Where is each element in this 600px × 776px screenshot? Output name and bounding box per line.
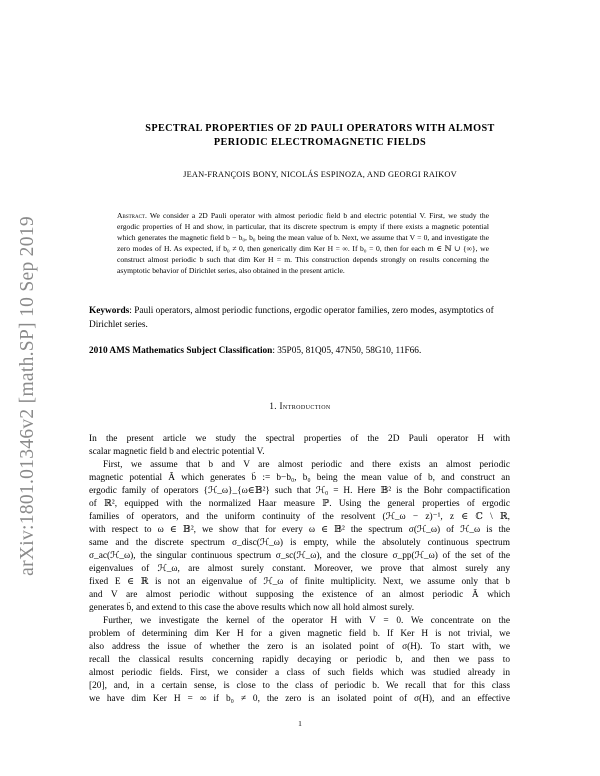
body-line: ergodic family of operators {ℋ_ω}_{ω∈𝔹²} such that ℋ₀ = H. Here 𝔹² is the Bohr compactification xyxy=(89,486,510,496)
body-line: problem of determining dim Ker H for a given magnetic field b. If Ker H is not trivial, we xyxy=(89,629,510,639)
paper-title-line-1: SPECTRAL PROPERTIES OF 2D PAULI OPERATORS WITH ALMOST xyxy=(145,123,495,134)
body-line: recall the classical results concerning rapidly decaying or periodic b, and then we pass to xyxy=(89,655,510,665)
body-line: generates b̃, and extend to this case the above results which now all hold almost surely. xyxy=(89,603,415,613)
abstract-label: Abstract. xyxy=(117,211,147,220)
body-line: we have dim Ker H = ∞ if b₀ ≠ 0, the zero is an isolated point of σ(H), and an effective xyxy=(89,694,510,704)
msc-classification xyxy=(89,344,511,358)
keywords-label: Keywords xyxy=(89,306,130,316)
body-line: [20], and, in a certain sense, is close to the class of periodic b. We recall that for this class xyxy=(89,681,510,691)
body-line: families of operators, and the uniform continuity of the resolvent (ℋ_ω − z)⁻¹, z ∈ ℂ \ ℝ, xyxy=(89,512,510,522)
msc-label: 2010 AMS Mathematics Subject Classification xyxy=(89,346,273,356)
msc-text: : 35P05, 81Q05, 47N50, 58G10, 11F66. xyxy=(272,346,422,356)
keywords-text: : Pauli operators, almost periodic functions, ergodic operator families, zero modes, asymptotics of Dirichlet series. xyxy=(89,306,494,331)
body-line: same and the discrete spectrum σ_disc(ℋ_ω) is empty, while the absolutely continuous spectrum xyxy=(89,538,510,548)
body-line: In the present article we study the spectral properties of the 2D Pauli operator H with xyxy=(89,434,510,444)
body-line: also address the issue of whether the zero is an isolated point of σ(H). To start with, we xyxy=(89,642,510,652)
body-line: eigenvalues of ℋ_ω, are almost surely constant. Moreover, we prove that almost surely any xyxy=(89,564,510,574)
paper-title-line-2: PERIODIC ELECTROMAGNETIC FIELDS xyxy=(213,137,427,148)
abstract-text: We consider a 2D Pauli operator with almost periodic field b and electric potential V. First, we study the ergodic properties of H and show, in particular, that its discrete spectrum is empty if there exists a magnetic potential which generates the magnetic field b − b₀, b₀ being the mean value of b. Next, we assume that V = 0, and investigate the zero modes of H. As expected, if b₀ ≠ 0, then generically dim Ker H = ∞. If b₀ = 0, then for each m ∈ ℕ ∪ {∞}, we construct almost periodic b such that dim Ker H = m. This construction depends strongly on results concerning the asymptotic behavior of Dirichlet series, also obtained in the present article. xyxy=(117,211,489,275)
body-line: fixed E ∈ ℝ is not an eigenvalue of ℋ_ω of finite multiplicity. Next, we assume only that b xyxy=(89,577,510,587)
body-line: scalar magnetic field b and electric potential V. xyxy=(89,447,265,457)
arxiv-side-label xyxy=(13,176,43,616)
body-line: magnetic potential Ã which generates b̃ := b−b₀, b₀ being the mean value of b, and construct an xyxy=(89,473,510,483)
body-line: Further, we investigate the kernel of the operator H with V = 0. We concentrate on the xyxy=(103,616,510,626)
body-line: with respect to ω ∈ 𝔹², we show that for every ω ∈ 𝔹² the spectrum σ(ℋ_ω) of ℋ_ω is the xyxy=(89,525,510,535)
body-line: of ℝ², equipped with the normalized Haar measure ℙ. Using the general properties of ergodic xyxy=(89,499,510,509)
author-list: JEAN-FRANÇOIS BONY, NICOLÁS ESPINOZA, AND GEORGI RAIKOV xyxy=(183,170,457,179)
page-number: 1 xyxy=(298,719,302,728)
body-line: almost periodic fields. First, we consider a class of such fields which was studied already in xyxy=(89,668,510,678)
section-heading: 1. Introduction xyxy=(269,401,331,411)
body-line: First, we assume that b and V are almost periodic and there exists an almost periodic xyxy=(103,460,510,470)
arxiv-identifier: arXiv:1801.01346v2 [math.SP] 10 Sep 2019 xyxy=(17,216,39,576)
abstract xyxy=(117,211,489,276)
body-line: and V are almost periodic without supposing the existence of an almost periodic Ã which xyxy=(89,590,510,600)
keywords xyxy=(89,304,511,332)
body-line: σ_ac(ℋ_ω), the singular continuous spectrum σ_sc(ℋ_ω), and the closure σ_pp(ℋ_ω) of the set of the xyxy=(89,551,510,561)
